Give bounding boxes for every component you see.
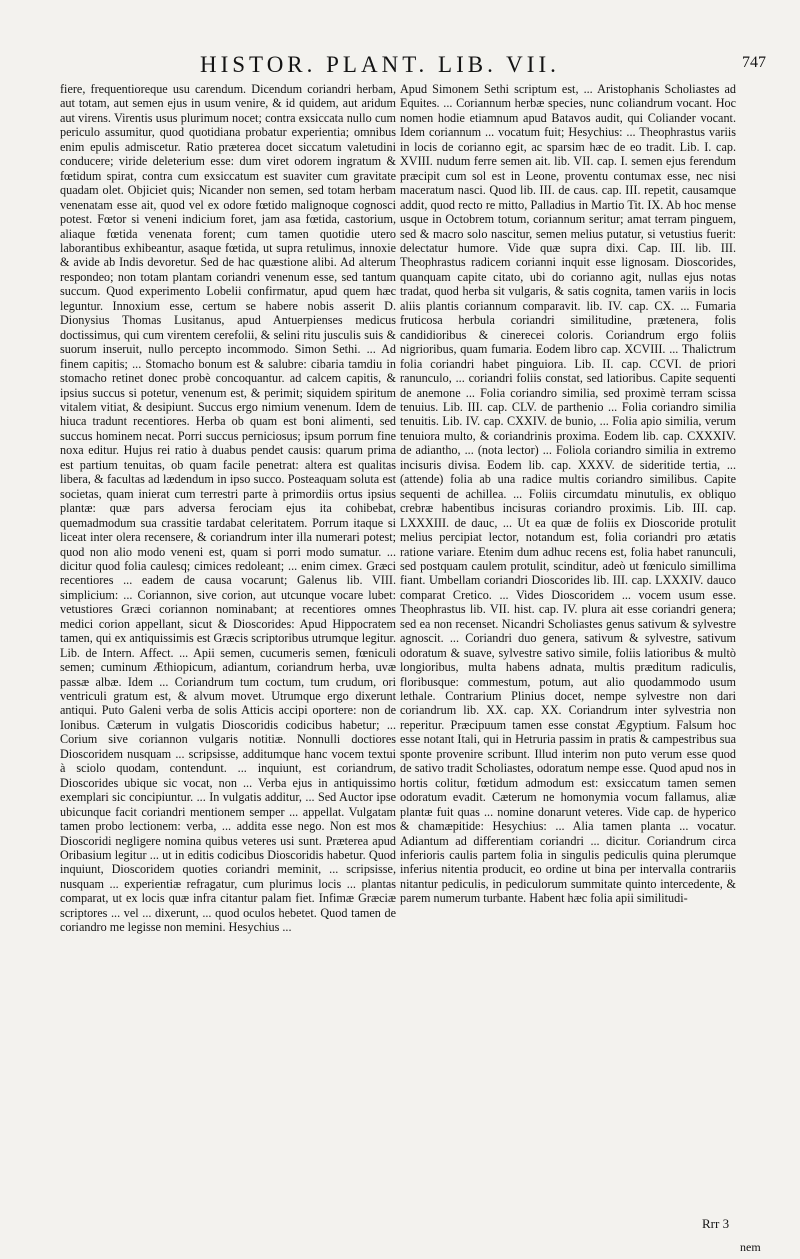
right-column-text: Apud Simonem Sethi scriptum est, ... Aristophanis Scholiastes ad Equites. ... Coriannum herbæ species, nunc coliandrum vocant. Hoc nomen hodie etiamnum apud Batavos audit, qui Coliander vocant. Idem coriannum ... vocatum fuit; Hesychius: ... Theophrastus variis in locis de corianno egit, ac sparsim hæc de eo tradit. Lib. I. cap. XVIII. nudum ferre semen ait. lib. VII. cap. I. semen ejus ferendum præcipit cum sol est in Leone, proventu contumax esse, nec nisi maceratum nasci. Quod lib. III. de caus. cap. III. repetit, causamque addit, quod recto re mitto, Palladius in Martio Tit. IX. Ab hoc mense usque in Octobrem totum, coriannum seritur; amat terram pinguem, sed & macro solo nascitur, semen melius putatur, si vetustius fuerit: delectatur humore. Vide quæ supra dixi. Cap. III. lib. III. Theophrastus radicem corianni inquit esse lignosam. Dioscorides, quanquam capite citato, ubi do corianno agit, nullas ejus notas tradat, quod herba sit vulgaris, & satis cognita, tamen variis in locis aliis plantis coriannum comparavit. lib. IV. cap. CX. ... Fumaria fruticosa herbula coriandri similitudine, prætenera, folis candidioribus & cinerecei coloris. Coriandrum ergo foliis nigrioribus, quam fumaria. Eodem libro cap. XCVIII. ... Thalictrum folia coriandri habet pinguiora. Lib. II. cap. CCVI. de priori ranunculo, ... coriandri foliis constat, sed latioribus. Capite sequenti de anemone ... Folia coriandro similia, sed proximè terram scissa tenuius. Lib. III. cap. CLV. de parthenio ... Folia coriandro similia tenuitis. Lib. IV. cap. CXXIV. de bunio, ... Folia apio similia, verum tenuiora multo, & coriandrinis proxima. Eodem lib. cap. CXXXIV. de adiantho, ... (nota lector) ... Foliola coriandro similia in extremo incisuris divisa. Eodem lib. cap. XXXV. de sideritide tertia, ... (attende) folia ab una radice multis coriandro similibus. Capite sequenti de achillea. ... Foliis circumdatu minutulis, ex obliquo crebræ habentibus incisuras coriandro proximis. Lib. III. cap. LXXXIII. de dauc, ... Ut ea quæ de foliis ex Dioscoride protulit melius percipiat lector, notandum est, folia coriandri pro ætatis ratione variare. Etenim dum adhuc recens est, folia habet ranunculi, sed postquam caulem protulit, scinditur, adeò ut fœniculo simillima fiant. Umbellam coriandri Dioscorides lib. III. cap. LXXXIV. dauco comparat Cretico. ... Vides Dioscoridem ... vocem usum esse. Theophrastus lib. VII. hist. cap. IV. plura ait esse coriandri genera; sed ea non recenset. Nicandri Scholiastes genus sativum & sylvestre agnoscit. ... Coriandri duo genera, sativum & sylvestre, sativum odoratum & suave, sylvestre sativo simile, foliis latioribus & multò longioribus, multa habens adnata, multis præditum radiculis, floribusque: commestum, potum, aut alio quodammodo usum lethale. Contrarium Plinius docet, nempe sylvestre non dari coriandrum lib. XX. cap. XX. Coriandrum inter sylvestria non reperitur. Præcipuum tamen esse constat Ægyptium. Falsum hoc esse notant Itali, qui in Hetruria passim in pratis & campestribus sua sponte provenire scribunt. Illud interim non puto verum esse quod de sativo tradit Scholiastes, odoratum nempe esse. Quod apud nos in hortis colitur, fœtidum admodum est: exsiccatum tamen semen odoratum evadit. Cæterum ne homonymia vocum fallamus, aliæ plantæ fuit quas ... nomine donarunt veteres. Vide cap. de hyperico & chamæpitide: Hesychius: ... Alia tamen planta ... vocatur. Adiantum ad differentiam coriandri ... dicitur. Coriandrum circa inferioris caulis partem folia in singulis pediculis quina plerumque inferius nitentia producit, eo ordine ut bina per intervalla contrariis nitantur pediculis, in pediculorum summitate quinto intercedente, & parem numerum turbante. Habent hæc folia apii similitudi- bbox=[400, 82, 736, 906]
signature-mark: Rrr 3 bbox=[702, 1216, 730, 1231]
left-column-text: fiere, frequentioreque usu carendum. Dicendum coriandri herbam, aut totam, aut semen ejus in usum venire, & id quidem, aut aridum aut virens. Virentis usus plurimum nocet; contra exsiccata nullo cum periculo assumitur, quod quotidiana probatur experientia; omnibus enim epulis admiscetur. Ratio præterea docet siccatum valetudini conducere; viride deleterium esse: dum viret odorem ingratum & fœtidum spirat, contra cum exsiccatum est suaviter cum gravitate quadam olet. Objiciet quis; Nicander non semen, sed totam herbam venenatam esse ait, quod vel ex odore fœtido malignoque cognosci potest. Fœtor si veneni indicium foret, jam asa fœtida, castorium, aliaque fœtida venenata forent; cum tamen quotidie utero laborantibus exhibeantur, asaque fœtida, ut supra retulimus, innoxie & avide ab Indis devoretur. Sed de hac quæstione alibi. Ad alterum respondeo; non totam plantam coriandri venenum esse, sed tantum succum. Quod experimento Lobelii confirmatur, apud quem hæc leguntur. Innoxium esse, certum se habere nobis asserit D. Dionysius Thomas Lusitanus, apud Antuerpienses medicus doctissimus, qui cum virentem cerefolii, & selini ritu jusculis suis & suorum inseruit, nullo percepto incommodo. Simon Sethi. ... Ad finem capitis; ... Stomacho bonum est & salubre: cibaria tamdiu in stomacho retinet donec probè concoquantur. ad calcem capitis, & ipsius succus si potetur, venenum est, & perimit; siquidem spiritum vitalem vitiat, & desipiunt. Succus ergo nimium venenum. Idem de hiuca tradunt recentiores. Herba ob quam est boni alimenti, sed succus hominem necat. Porri succus perniciosus; ipsum porrum fine noxa editur. Hujus rei ratio à duabus pendet causis: quarum prima est partium tenuitas, ob quam facile penetrat: altera est qualitas libera, & facultas ad lædendum in ipso succo. Posteaquam soluta est societas, quam inierat cum terrestri parte à primordiis ortus ipsius plantæ: quæ pars adversa ferociam ejus ita cohibebat, quemadmodum sua crassitie tardabat celeritatem. Porrum itaque si liceat inter olera recensere, & coriandrum inter illa numerari potest; quod non alio modo veneni est, quam si porri modo sumatur. ... dicitur quod folia caulesq; cimices redoleant; ... enim cimex. Græci recentiores ... eadem de causa vocarunt; Galenus lib. VIII. simplicium: ... Coriannon, sive corion, aut utcunque vocare lubet: vetustiores Græci coriannon nominabant; at recentiores omnes medici corion appellant, sicut & Dioscorides: Apud Hippocratem tamen, qui ex antiquissimis est Græcis scriptoribus utrumque legitur. Lib. de Intern. Affect. ... Apii semen, cucumeris semen, fœniculi semen; cuminum Æthiopicum, adiantum, coriandrum herba, uvæ passæ albæ. Idem ... Coriandrum tum coctum, tum crudum, ori ventriculi gratum est, & alvum movet. Utrumque ergo dixerunt antiqui. Puto Galeni verba de solis Atticis accipi oportere: non de Ionibus. Cæterum in vulgatis Dioscoridis codicibus habetur; ... Corium sive coriannon vulgaris notitiæ. Nonnulli doctiores Dioscoridem nusquam ... scripsisse, additumque hanc vocem textui à sciolo quodam, contendunt. ... inquiunt, est coriandrum, Dioscorides ubique sic vocat, non ... Verba ejus in antiquissimo exemplari sic concipiuntur. ... In vulgatis additur, ... Sed Auctor ipse ubicunque facit coriandri mentionem semper ... appellat. Vulgatam tamen probo lectionem: verba, ... addita esse nego. Non est mos Dioscoridi negligere nomina quibus veteres usi sunt. Præterea apud Oribasium legitur ... ut in editis codicibus Dioscoridis habetur. Quod inquiunt, Dioscoridem quoties coriandri meminit, ... scripsisse, nusquam ... experientiæ refragatur, cum plurimus locis ... plantas comparat, ut ex locis quæ infra citantur palam fiet. Infimæ Græciæ scriptores ... vel ... dixerunt, ... quod oculos hebetet. Quod tamen de coriandro me legisse non memini. Hesychius ... bbox=[60, 82, 396, 935]
running-title: HISTOR. PLANT. LIB. VII. bbox=[200, 52, 560, 77]
catchword: nem bbox=[740, 1240, 761, 1254]
page-number: 747 bbox=[742, 54, 766, 71]
left-column bbox=[60, 82, 396, 935]
right-column bbox=[400, 82, 736, 906]
